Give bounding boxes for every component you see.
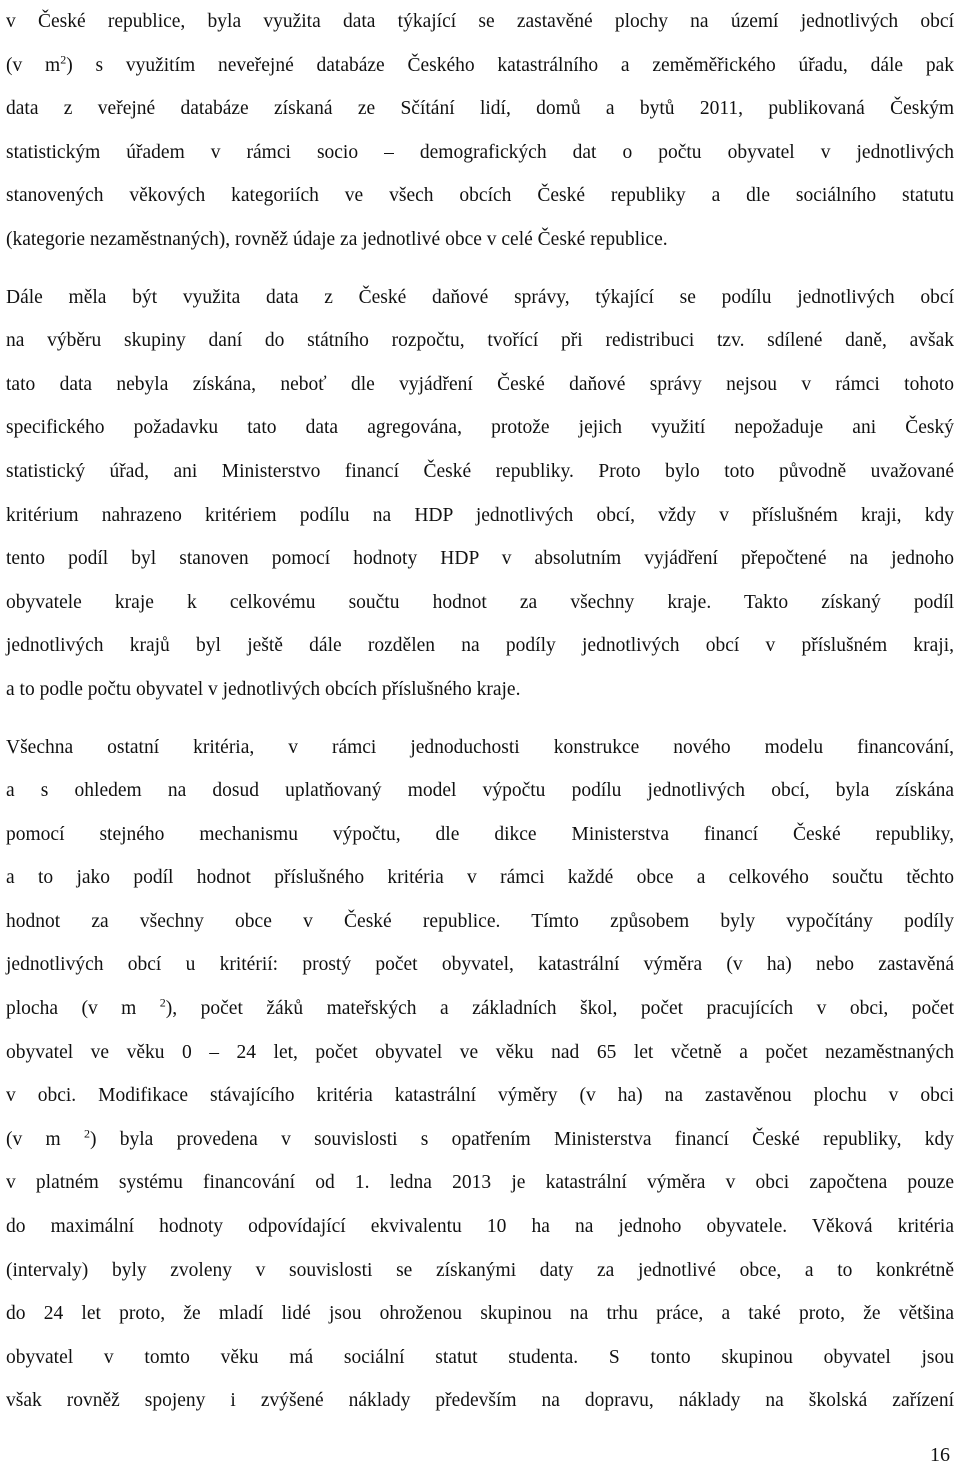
text-line: stanovených věkových kategoriích ve všech obcích České republiky a dle sociálního statutu <box>6 185 954 207</box>
text-line: statistickým úřadem v rámci socio – demografických dat o počtu obyvatel v jednotlivých <box>6 141 954 163</box>
text-line: v platném systému financování od 1. ledna 2013 je katastrální výměra v obci započtena pouze <box>6 1172 954 1194</box>
text-line: na výběru skupiny daní do státního rozpočtu, tvořící při redistribuci tzv. sdílené daně, avšak <box>6 330 954 352</box>
text-line: obyvatel v tomto věku má sociální statut studenta. S tonto skupinou obyvatel jsou <box>6 1346 954 1368</box>
text-line: pomocí stejného mechanismu výpočtu, dle dikce Ministerstva financí České republiky, <box>6 823 954 845</box>
paragraph <box>6 0 954 262</box>
text-line: (intervaly) byly zvoleny v souvislosti se získanými daty za jednotlivé obce, a to konkrétně <box>6 1259 954 1281</box>
text-line: do maximální hodnoty odpovídající ekvivalentu 10 ha na jednoho obyvatele. Věková kritéria <box>6 1216 954 1238</box>
text-line: (v m $^2$) byla provedena v souvislosti s opatřením Ministerstva financí České republiky, kdy <box>6 1126 954 1150</box>
text-line: a to podle počtu obyvatel v jednotlivých obcích příslušného kraje. <box>6 678 521 700</box>
paragraph <box>6 726 954 1424</box>
page-number: 16 <box>930 1444 950 1466</box>
text-line: tento podíl byl stanoven pomocí hodnoty HDP v absolutním vyjádření přepočtené na jednoho <box>6 548 954 570</box>
text-line: plocha (v m $^2$), počet žáků mateřských a základních škol, počet pracujících v obci, počet <box>6 995 954 1020</box>
text-line: v České republice, byla využita data týkající se zastavěné plochy na území jednotlivých obcí <box>6 11 954 32</box>
text-line: obyvatel ve věku 0 – 24 let, počet obyvatel ve věku nad 65 let včetně a počet nezaměstnaných <box>6 1041 954 1063</box>
text-line: do 24 let proto, že mladí lidé jsou ohroženou skupinou na trhu práce, a také proto, že většina <box>6 1303 954 1325</box>
text-line: hodnot za všechny obce v České republice. Tímto způsobem byly vypočítány podíly <box>6 910 954 932</box>
text-line: jednotlivých obcí u kritérií: prostý počet obyvatel, katastrální výměra (v ha) nebo zastavěná <box>6 954 954 976</box>
text-line: (v $m^2$) s využitím neveřejné databáze Českého katastrálního a zeměměřického úřadu, dále pak <box>6 52 954 76</box>
text-line: kritérium nahrazeno kritériem podílu na HDP jednotlivých obcí, vždy v příslušném kraji, kdy <box>6 504 954 526</box>
text-line: (kategorie nezaměstnaných), rovněž údaje za jednotlivé obce v celé České republice. <box>6 228 668 250</box>
paragraph <box>6 276 954 712</box>
text-line: Dále měla být využita data z České daňové správy, týkající se podílu jednotlivých obcí <box>6 286 954 308</box>
text-line: specifického požadavku tato data agregována, protože jejich využití nepožaduje ani Český <box>6 417 954 439</box>
text-line: v obci. Modifikace stávajícího kritéria katastrální výměry (v ha) na zastavěnou plochu v obci <box>6 1085 954 1107</box>
text-line: však rovněž spojeny i zvýšené náklady především na dopravu, náklady na školská zařízení <box>6 1390 954 1412</box>
text-line: a s ohledem na dosud uplatňovaný model výpočtu podílu jednotlivých obcí, byla získána <box>6 780 954 802</box>
text-line: Všechna ostatní kritéria, v rámci jednoduchosti konstrukce nového modelu financování, <box>6 736 954 758</box>
text-line: obyvatele kraje k celkovému součtu hodnot za všechny kraje. Takto získaný podíl <box>6 591 954 613</box>
document-page <box>6 0 954 1423</box>
text-line: statistický úřad, ani Ministerstvo financí České republiky. Proto bylo toto původně uvažované <box>6 460 954 482</box>
text-line: tato data nebyla získána, neboť dle vyjádření České daňové správy nejsou v rámci tohoto <box>6 373 954 395</box>
text-line: a to jako podíl hodnot příslušného kritéria v rámci každé obce a celkového součtu těchto <box>6 867 954 889</box>
text-line: data z veřejné databáze získaná ze Sčítání lidí, domů a bytů 2011, publikovaná Českým <box>6 98 954 120</box>
text-line: jednotlivých krajů byl ještě dále rozdělen na podíly jednotlivých obcí v příslušném kraji, <box>6 635 954 657</box>
